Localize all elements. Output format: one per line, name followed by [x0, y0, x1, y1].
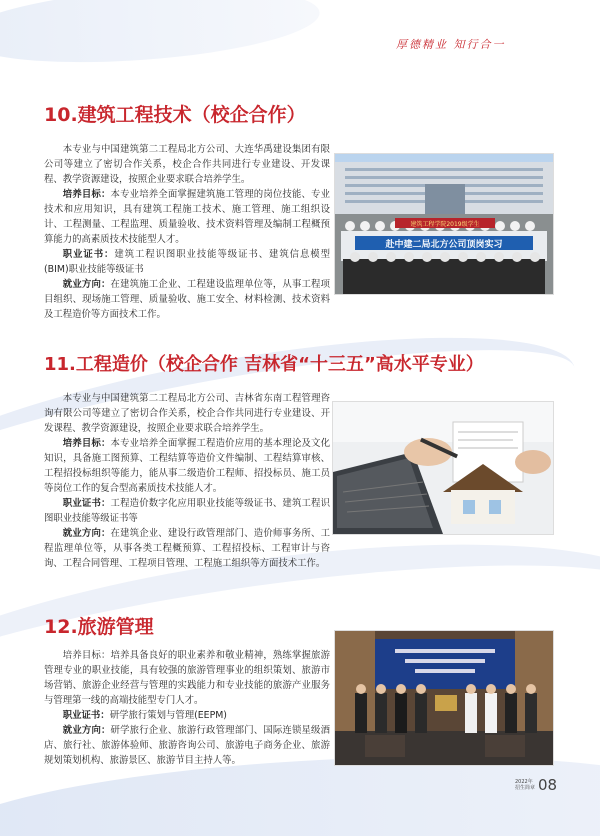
house-model-photo	[332, 401, 554, 535]
banner-text: 赴中建二局北方公司顶岗实习	[385, 240, 503, 250]
footer-page: 08	[538, 776, 558, 794]
section-career	[44, 277, 330, 322]
section-intro: 本专业与中国建筑第二工程局北方公司、吉林省东南工程管理咨询有限公司等建立了密切合作关系，校企合作共同进行专业建设、开发课程、教学资源建设，按照企业要求联合培养学生。	[44, 393, 330, 434]
page-number	[515, 776, 557, 794]
cert-label: 职业证书：	[62, 498, 111, 509]
career-text: 在建筑企业、建设行政管理部门、造价师事务所、工程监理单位等，从事各类工程概预算、工程招投标、工程审计与咨询、工程合同管理、工程项目管理、工程施工组织等方面技术工作。	[44, 528, 330, 569]
section-title: 12.旅游管理	[44, 616, 154, 638]
footer-label	[515, 779, 535, 791]
cert-text: 建筑工程识图职业技能等级证书、建筑信息模型(BIM)职业技能等级证书	[44, 249, 330, 275]
section-intro: 本专业与中国建筑第二工程局北方公司、大连华禹建设集团有限公司等建立了密切合作关系，校企合作共同进行专业建设、开发课程、教学资源建设，按照企业要求联合培养学生。	[44, 144, 330, 185]
section-goal	[44, 187, 330, 247]
section-career	[44, 723, 330, 768]
goal-text: 本专业培养全面掌握建筑施工管理的岗位技能、专业技术和应用知识，具有建筑工程施工技术、施工管理、施工组织设计、工程测量、工程监理、质量验收、技术资料管理及编制工程概预算能力的高素质技术技能型人才。	[44, 189, 330, 245]
decor-swoosh	[0, 0, 322, 72]
banner-top-text: 建筑工程学院2019级学生	[410, 221, 480, 228]
ceremony-photo-image	[335, 631, 553, 765]
section-body	[44, 391, 330, 571]
section-cert	[44, 247, 330, 277]
group-photo-image	[335, 154, 553, 294]
career-label: 就业方向：	[62, 725, 111, 736]
cert-text: 研学旅行策划与管理(EEPM)	[109, 710, 227, 721]
career-label: 就业方向：	[62, 528, 111, 539]
group-photo	[334, 153, 554, 295]
header-motto: 厚德精业 知行合一	[396, 38, 506, 51]
goal-label: 培养目标：	[62, 438, 111, 449]
section-cert	[44, 496, 330, 526]
cert-label: 职业证书：	[62, 710, 110, 721]
section-title: 11.工程造价（校企合作 吉林省“十三五”高水平专业）	[44, 354, 484, 375]
section-intro: 培养目标：培养具备良好的职业素养和敬业精神，熟练掌握旅游管理专业的职业技能，具有较强的旅游管理事业的组织策划、旅游市场营销、旅游企业经营与管理的实践能力和专业技能的旅游产业服务与管理第一线的高端技能型专门人才。	[44, 650, 330, 706]
cert-text: 工程造价数字化应用职业技能等级证书、建筑工程识图职业技能等级证书等	[44, 498, 330, 524]
section-cert	[44, 708, 330, 723]
section-goal	[44, 436, 330, 496]
section-career	[44, 526, 330, 571]
career-text: 在建筑施工企业、工程建设监理单位等，从事工程项目组织、现场施工管理、质量验收、施工安全、材料检测、技术资料及工程造价等方面技术工作。	[44, 279, 330, 320]
footer-year: 2022年	[515, 779, 533, 785]
section-title: 10.建筑工程技术（校企合作）	[44, 104, 306, 126]
career-label: 就业方向：	[62, 279, 111, 290]
section-body	[44, 648, 330, 768]
goal-text: 本专业培养全面掌握工程造价应用的基本理论及文化知识，具备施工图预算、工程结算等造价文件编制、工程结算审核、工程招投标组织等能力，能从事二级造价工程师、招投标员、施工员等岗位工作的复合型高素质技术技能人才。	[44, 438, 330, 494]
cert-label: 职业证书：	[62, 249, 115, 260]
footer-brochure: 招生简章	[515, 785, 536, 791]
house-model-image	[333, 402, 553, 534]
ceremony-photo	[334, 630, 554, 766]
section-body	[44, 142, 330, 322]
career-text: 研学旅行企业、旅游行政管理部门、国际连锁星级酒店、旅行社、旅游体验师、旅游咨询公司、旅游电子商务企业、旅游规划策划机构、旅游景区、旅游节目主持人等。	[44, 725, 330, 766]
goal-label: 培养目标：	[62, 189, 111, 200]
